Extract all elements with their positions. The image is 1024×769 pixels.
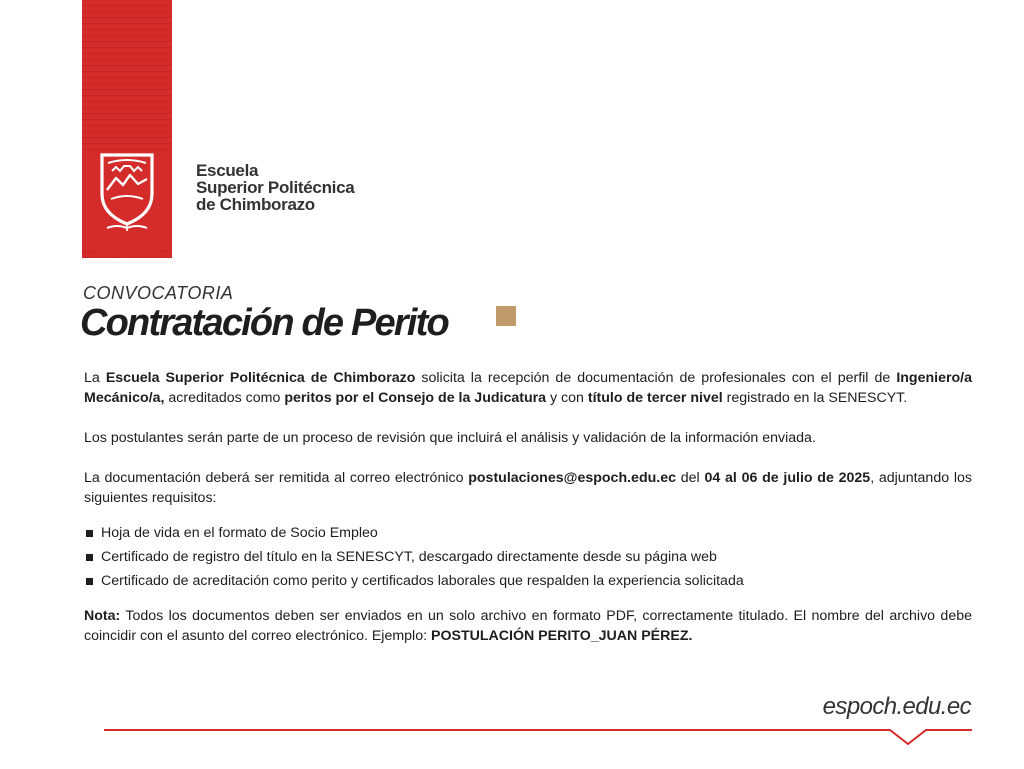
note-example: POSTULACIÓN PERITO_JUAN PÉREZ.: [430, 628, 693, 644]
submission-dates: 04 al 06 de julio de 2025: [704, 470, 871, 486]
red-ribbon-banner: [82, 0, 172, 258]
paragraph-submission: La documentación deberá ser remitida al correo electrónico postulaciones@espoch.edu.ec del 04 al 06 de julio de 2025, adjuntando los siguientes requisitos:: [84, 470, 972, 506]
ribbon-tip: [82, 246, 172, 258]
institution-name-line2: Superior Politécnica: [196, 178, 355, 197]
institution-bold: Escuela Superior Politécnica de Chimborazo: [105, 370, 416, 386]
note-label: Nota:: [84, 608, 121, 624]
institution-name: [196, 162, 354, 213]
institution-name-line1: Escuela: [196, 161, 259, 180]
announcement-body: [84, 368, 972, 646]
email-address[interactable]: postulaciones@espoch.edu.ec: [468, 470, 677, 486]
list-item: Hoja de vida en el formato de Socio Empleo: [84, 521, 972, 545]
footer-divider: [104, 724, 972, 748]
paragraph-profile: La Escuela Superior Politécnica de Chimborazo solicita la recepción de documentación de profesionales con el perfil de Ingeniero/a Mecánico/a, acreditados como peritos por el Consejo de la Judicatura y con título de tercer nivel registrado en la SENESCYT.: [84, 370, 972, 406]
note-paragraph: Nota: Todos los documentos deben ser enviados en un solo archivo en formato PDF, correctamente titulado. El nombre del archivo debe coincidir con el asunto del correo electrónico. Ejemplo: POSTULACIÓN PERITO_JUAN PÉREZ.: [84, 608, 972, 644]
requirements-list: [84, 521, 972, 593]
degree-bold: título de tercer nivel: [587, 390, 723, 406]
square-bullet-icon: [86, 530, 93, 537]
paragraph-process: Los postulantes serán parte de un proceso de revisión que incluirá el análisis y validación de la información enviada.: [84, 430, 816, 446]
list-item: Certificado de registro del título en la SENESCYT, descargado directamente desde su página web: [84, 545, 972, 569]
institution-name-line3: de Chimborazo: [196, 195, 315, 214]
page-title: Contratación de Perito: [80, 302, 448, 344]
accreditation-bold: peritos por el Consejo de la Judicatura: [284, 390, 547, 406]
website-link[interactable]: espoch.edu.ec: [822, 693, 971, 720]
title-accent-square: [496, 306, 516, 326]
espoch-shield-icon: [96, 152, 158, 234]
profile-bold: Ingeniero/a Mecánico/a,: [84, 370, 972, 406]
square-bullet-icon: [86, 554, 93, 561]
square-bullet-icon: [86, 578, 93, 585]
list-item: Certificado de acreditación como perito y certificados laborales que respalden la experiencia solicitada: [84, 569, 972, 593]
convocatoria-label: CONVOCATORIA: [83, 283, 234, 303]
